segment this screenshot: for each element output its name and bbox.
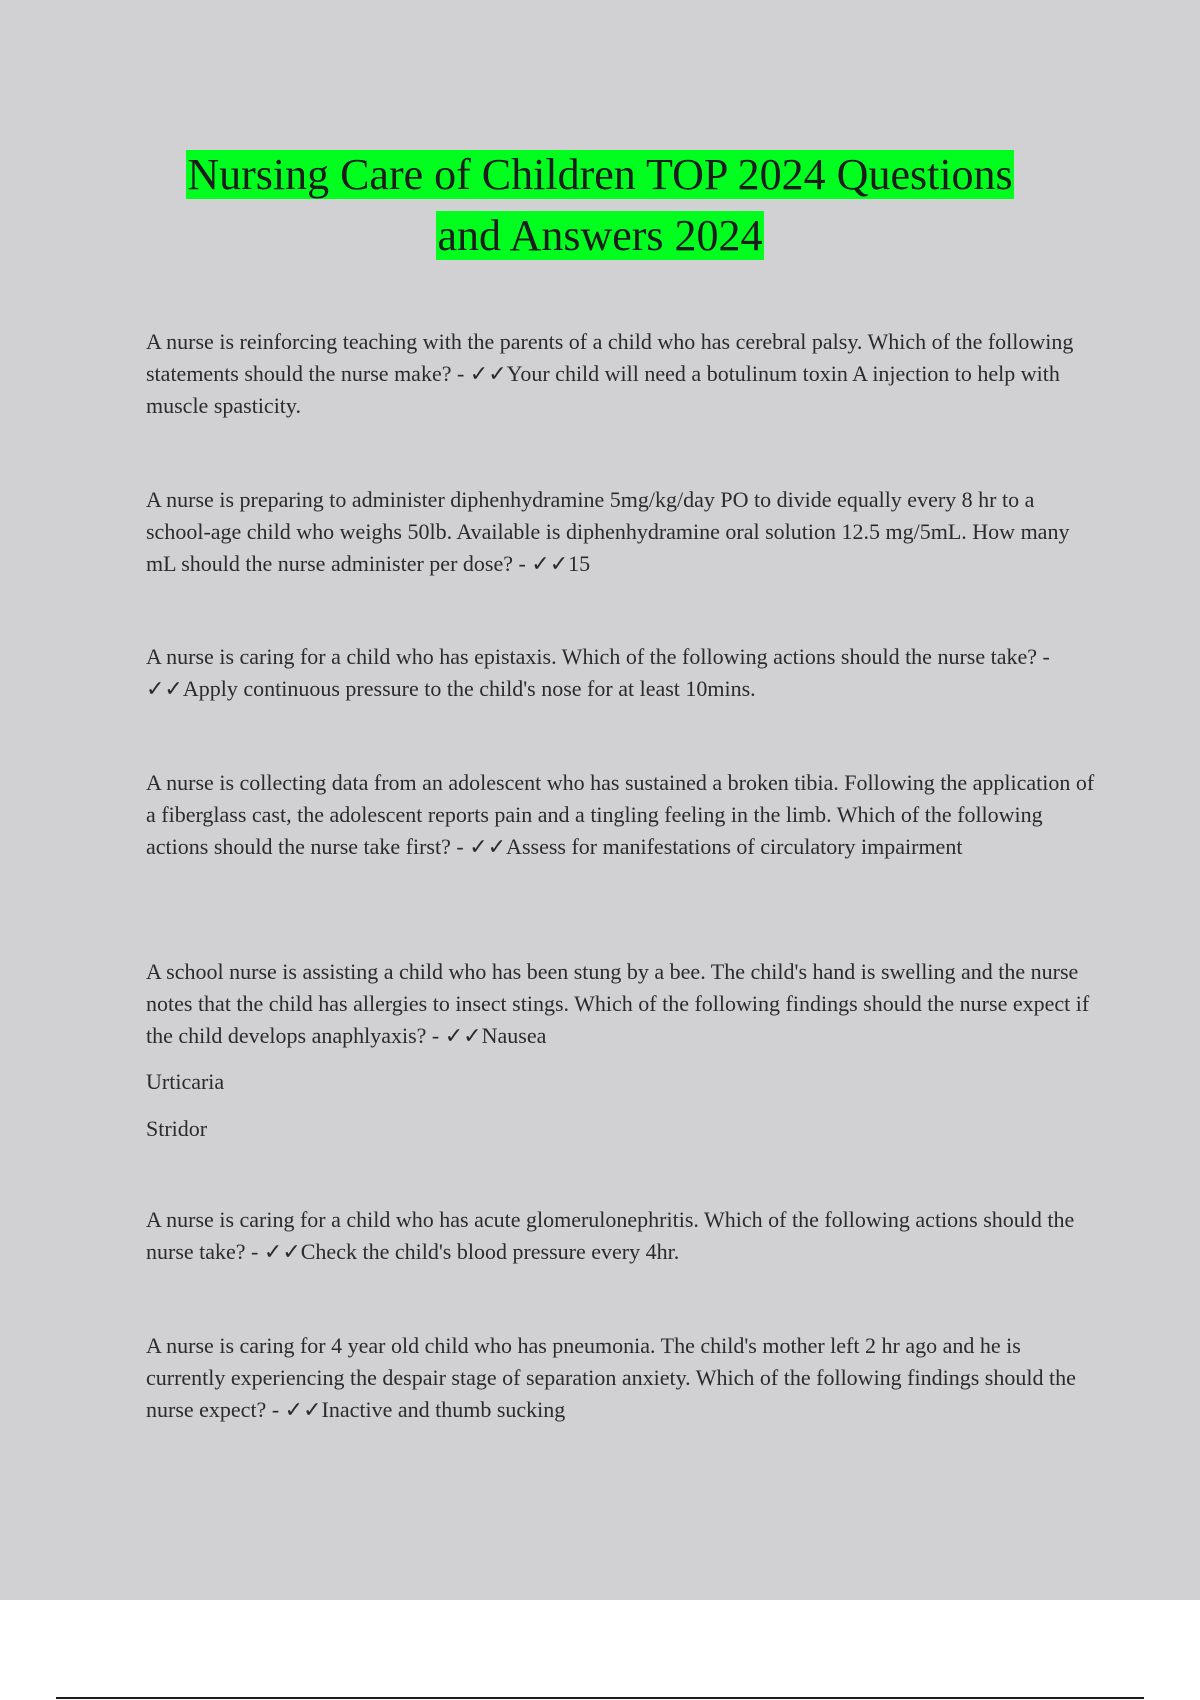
qa-item-5-answer-stridor: Stridor: [146, 1116, 208, 1141]
qa-item-7: [146, 1330, 1096, 1426]
qa-item-text: A nurse is collecting data from an adolescent who has sustained a broken tibia. Following the application of a fiberglass cast, the adolescent reports pain and a tingling feeling in the limb. Which of the following actions should the nurse take first? - ✓✓Assess for manifestations of circulatory impairment: [146, 770, 1095, 859]
qa-item-text: A school nurse is assisting a child who has been stung by a bee. The child's hand is swelling and the nurse notes that the child has allergies to insect stings. Which of the following findings should the nurse expect if the child develops anaphlyaxis? - ✓✓Nausea: [146, 959, 1090, 1048]
qa-item-3: [146, 641, 1096, 705]
qa-item-6: [146, 1204, 1096, 1268]
qa-item-5: [146, 956, 1096, 1052]
footer-divider: [56, 1697, 1144, 1699]
qa-item-2: [146, 484, 1096, 580]
qa-item-1: [146, 326, 1096, 422]
qa-item-text: A nurse is caring for 4 year old child who has pneumonia. The child's mother left 2 hr ago and he is currently experiencing the despair stage of separation anxiety. Which of the following findings should the nurse expect? - ✓✓Inactive and thumb sucking: [146, 1333, 1076, 1422]
qa-item-4: [146, 767, 1096, 863]
qa-item-text: A nurse is caring for a child who has acute glomerulonephritis. Which of the following actions should the nurse take? - ✓✓Check the child's blood pressure every 4hr.: [146, 1207, 1075, 1264]
qa-item-5-answer-urticaria: Urticaria: [146, 1069, 225, 1094]
qa-item-text: A nurse is caring for a child who has epistaxis. Which of the following actions should the nurse take? - ✓✓Apply continuous pressure to the child's nose for at least 10mins.: [146, 644, 1050, 701]
document-title-line-1: Nursing Care of Children TOP 2024 Questions: [187, 150, 1013, 199]
qa-item-text: A nurse is preparing to administer diphenhydramine 5mg/kg/day PO to divide equally every 8 hr to a school-age child who weighs 50lb. Available is diphenhydramine oral solution 12.5 mg/5mL. How many mL should the nurse administer per dose? - ✓✓15: [146, 487, 1070, 576]
document-title-line-2: and Answers 2024: [437, 211, 763, 260]
document-title: [100, 144, 1100, 266]
qa-item-text: A nurse is reinforcing teaching with the parents of a child who has cerebral palsy. Which of the following statements should the nurse make? - ✓✓Your child will need a botulinum toxin A injection to help with muscle spasticity.: [146, 329, 1074, 418]
